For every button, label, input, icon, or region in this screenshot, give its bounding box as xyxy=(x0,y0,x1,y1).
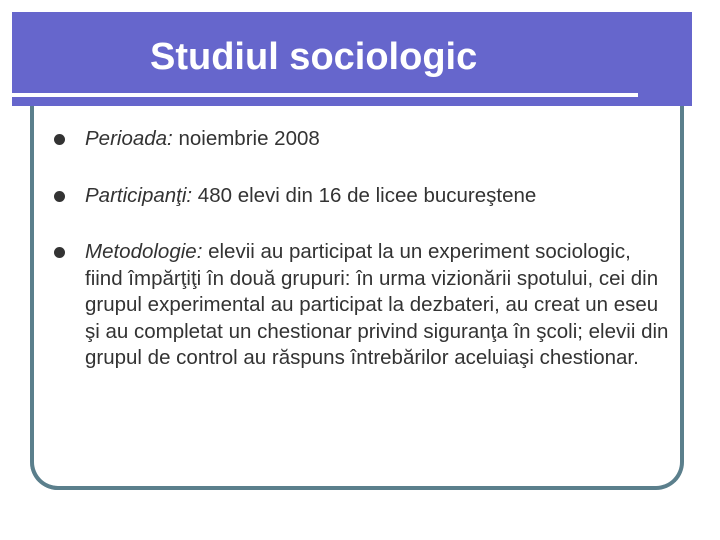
bullet-label: Perioada: xyxy=(85,127,173,150)
bullet-text: elevii au participat la un experiment sociologic, fiind împărţiţi în două grupuri: în urma vizionării spotului, cei din grupul experimental au participat la dezbateri, au creat un eseu şi au completat un chestionar privind siguranţa în şcoli; elevii din grupul de control au răspuns întrebărilor aceluiaşi chestionar. xyxy=(85,240,669,369)
bullet-label: Metodologie: xyxy=(85,240,203,263)
bullet-item-methodology xyxy=(54,239,669,372)
slide-title: Studiul sociologic xyxy=(150,36,478,78)
bullet-dot-icon xyxy=(54,191,65,202)
bullet-list xyxy=(54,126,669,402)
bullet-text: noiembrie 2008 xyxy=(172,127,320,150)
bullet-text: 480 elevi din 16 de licee bucureştene xyxy=(192,183,537,207)
bullet-item-participants xyxy=(54,183,669,210)
bullet-label: Participanţi: xyxy=(85,183,193,207)
bullet-dot-icon xyxy=(54,247,65,258)
bullet-dot-icon xyxy=(54,134,65,145)
title-underline xyxy=(12,93,638,97)
bullet-item-period xyxy=(54,126,669,153)
